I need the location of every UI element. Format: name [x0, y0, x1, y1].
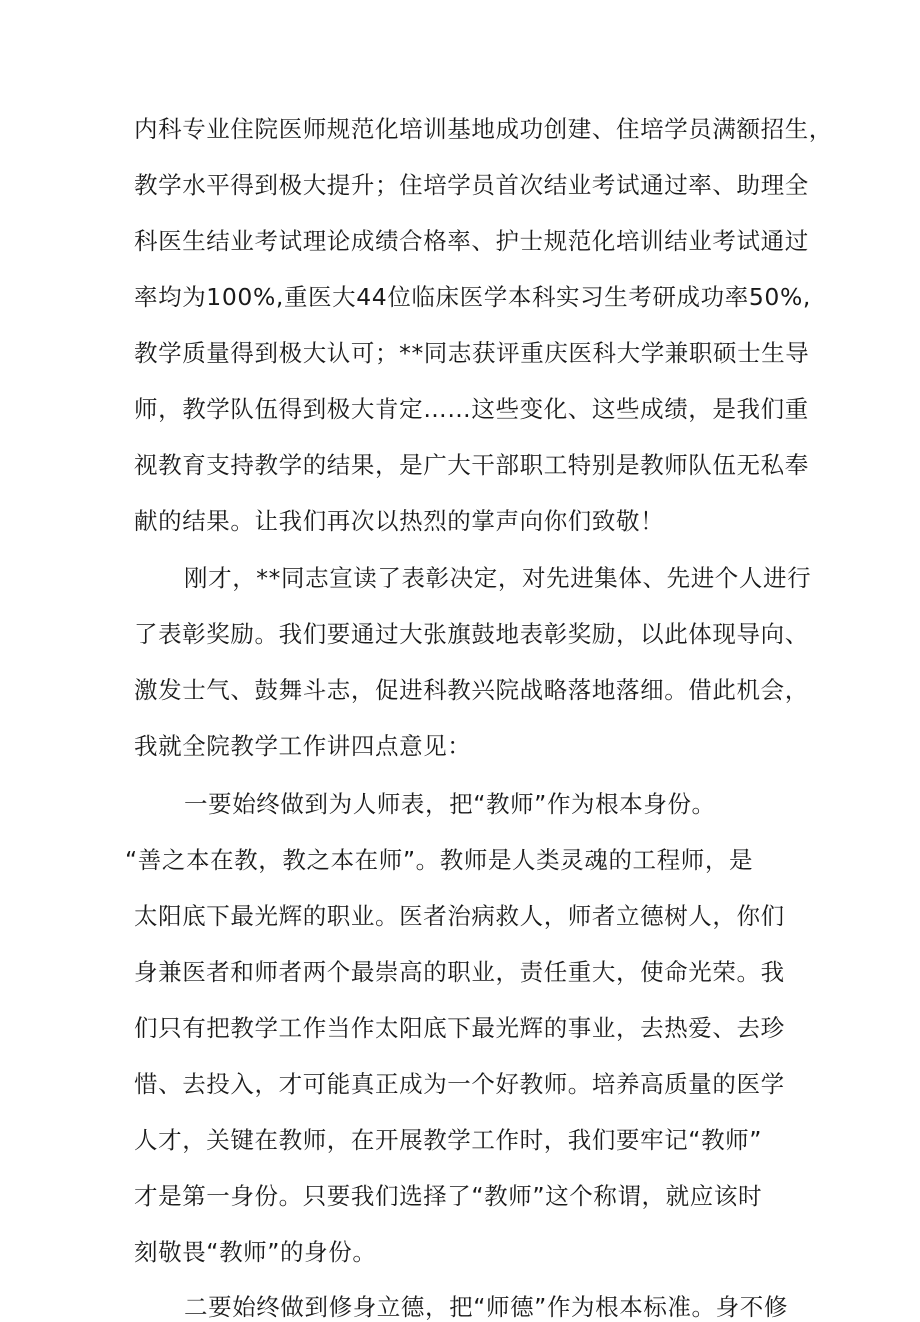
text-line: 我就全院教学工作讲四点意见：	[134, 732, 472, 760]
text-line: 才是第一身份。只要我们选择了“教师”这个称谓，就应该时	[134, 1182, 763, 1210]
text-line: 献的结果。让我们再次以热烈的掌声向你们致敬！	[134, 507, 665, 535]
section-heading-two: 二要始终做到修身立德，把“师德”作为根本标准。身不修	[184, 1293, 788, 1321]
text-line: 人才，关键在教师，在开展教学工作时，我们要牢记“教师”	[134, 1126, 763, 1154]
text-line: 率均为100%,重医大44位临床医学本科实习生考研成功率50%,	[134, 283, 811, 311]
text-line: 教学质量得到极大认可；**同志获评重庆医科大学兼职硕士生导	[134, 339, 810, 367]
text-line: 科医生结业考试理论成绩合格率、护士规范化培训结业考试通过	[134, 227, 809, 255]
paragraph-first-line: 刚才，**同志宣读了表彰决定，对先进集体、先进个人进行	[184, 564, 812, 592]
section-heading-one: 一要始终做到为人师表，把“教师”作为根本身份。	[184, 790, 716, 818]
text-line: 了表彰奖励。我们要通过大张旗鼓地表彰奖励，以此体现导向、	[134, 620, 809, 648]
text-line: 刻敬畏“教师”的身份。	[134, 1238, 377, 1266]
text-line: 激发士气、鼓舞斗志，促进科教兴院战略落地落细。借此机会，	[134, 676, 809, 704]
text-line: 内科专业住院医师规范化培训基地成功创建、住培学员满额招生，	[134, 115, 833, 143]
text-line: 惜、去投入，才可能真正成为一个好教师。培养高质量的医学	[134, 1070, 785, 1098]
text-line: 太阳底下最光辉的职业。医者治病救人，师者立德树人，你们	[134, 902, 785, 930]
text-line: 教学水平得到极大提升；住培学员首次结业考试通过率、助理全	[134, 171, 809, 199]
text-line: 身兼医者和师者两个最崇高的职业，责任重大，使命光荣。我	[134, 958, 785, 986]
text-line: 视教育支持教学的结果，是广大干部职工特别是教师队伍无私奉	[134, 451, 809, 479]
text-line: “善之本在教，教之本在师”。教师是人类灵魂的工程师，是	[125, 846, 754, 874]
text-line: 师，教学队伍得到极大肯定……这些变化、这些成绩，是我们重	[134, 395, 809, 423]
text-line: 们只有把教学工作当作太阳底下最光辉的事业，去热爱、去珍	[134, 1014, 785, 1042]
